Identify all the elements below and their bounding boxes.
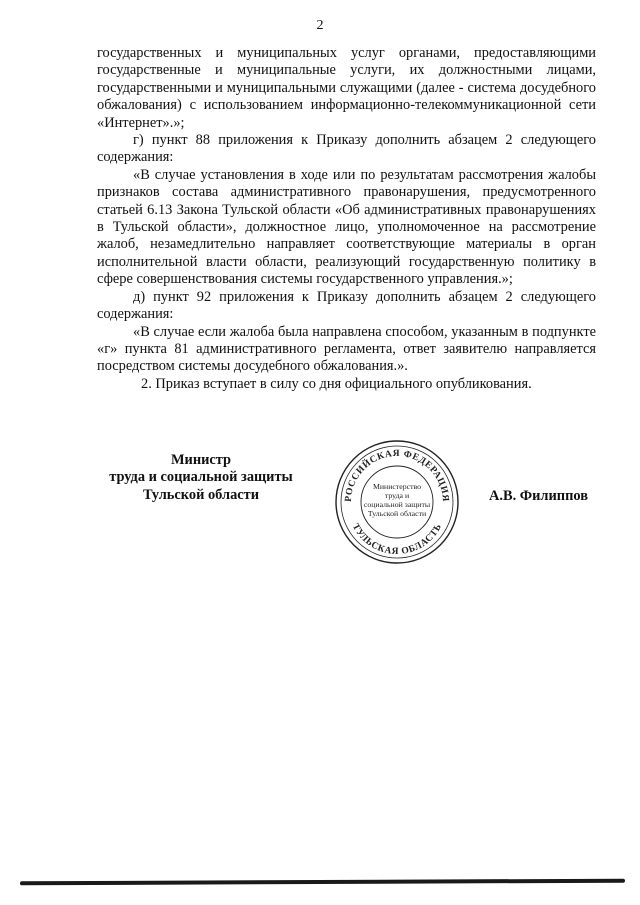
seal-top-text: РОССИЙСКАЯ ФЕДЕРАЦИЯ <box>343 448 451 503</box>
page-number: 2 <box>316 18 324 33</box>
seal-inner-line: Тульской области <box>367 509 427 518</box>
seal-bottom-text: ТУЛЬСКАЯ ОБЛАСТЬ <box>349 522 445 558</box>
paragraph-quote-violation: «В случае установления в ходе или по результатам рассмотрения жалобы признаков состава административного правонарушения, предусмотренного статьей 6.13 Закона Тульской области «Об административных правонарушениях в Тульской области», должностное лицо, уполномоченное на рассмотрение жалоб, незамедлительно направляет соответствующие материалы в орган исполнительной власти области, реализующий государственную политику в сфере совершенствования системы государственного управления.»; <box>97 166 596 288</box>
page-bottom-rule <box>20 879 625 886</box>
signatory-name: А.В. Филиппов <box>489 488 588 504</box>
signatory-title-line: Министр <box>170 452 232 468</box>
signatory-title <box>96 452 306 504</box>
signatory-title-line: Тульской области <box>142 486 260 503</box>
paragraph-continuation: государственных и муниципальных услуг органами, предоставляющими государственные и муниципальные услуги, их должностными лицами, государственными и муниципальными служащими (далее - система досудебного обжалования) с использованием информационно-телекоммуникационной сети «Интернет».»; <box>97 45 596 131</box>
paragraph-item-d: д) пункт 92 приложения к Приказу дополнить абзацем 2 следующего содержания: <box>97 288 596 323</box>
paragraph-item-g: г) пункт 88 приложения к Приказу дополнить абзацем 2 следующего содержания: <box>97 132 596 166</box>
seal-graphic <box>332 437 462 567</box>
seal-inner-line: Министерство <box>372 482 422 491</box>
svg-text:ТУЛЬСКАЯ ОБЛАСТЬ <box>350 522 444 557</box>
seal-inner-line: труда и <box>384 491 410 500</box>
seal-inner-line: социальной защиты <box>363 500 431 509</box>
paragraph-quote-method: «В случае если жалоба была направлена способом, указанным в подпункте «г» пункта 81 административного регламента, ответ заявителю направляется посредством системы досудебного обжалования.». <box>97 323 596 375</box>
signatory-title-line: труда и социальной защиты <box>109 469 293 486</box>
document-body <box>97 45 596 393</box>
official-seal <box>332 437 462 567</box>
paragraph-effective-date: 2. Приказ вступает в силу со дня официального опубликования. <box>141 375 532 392</box>
